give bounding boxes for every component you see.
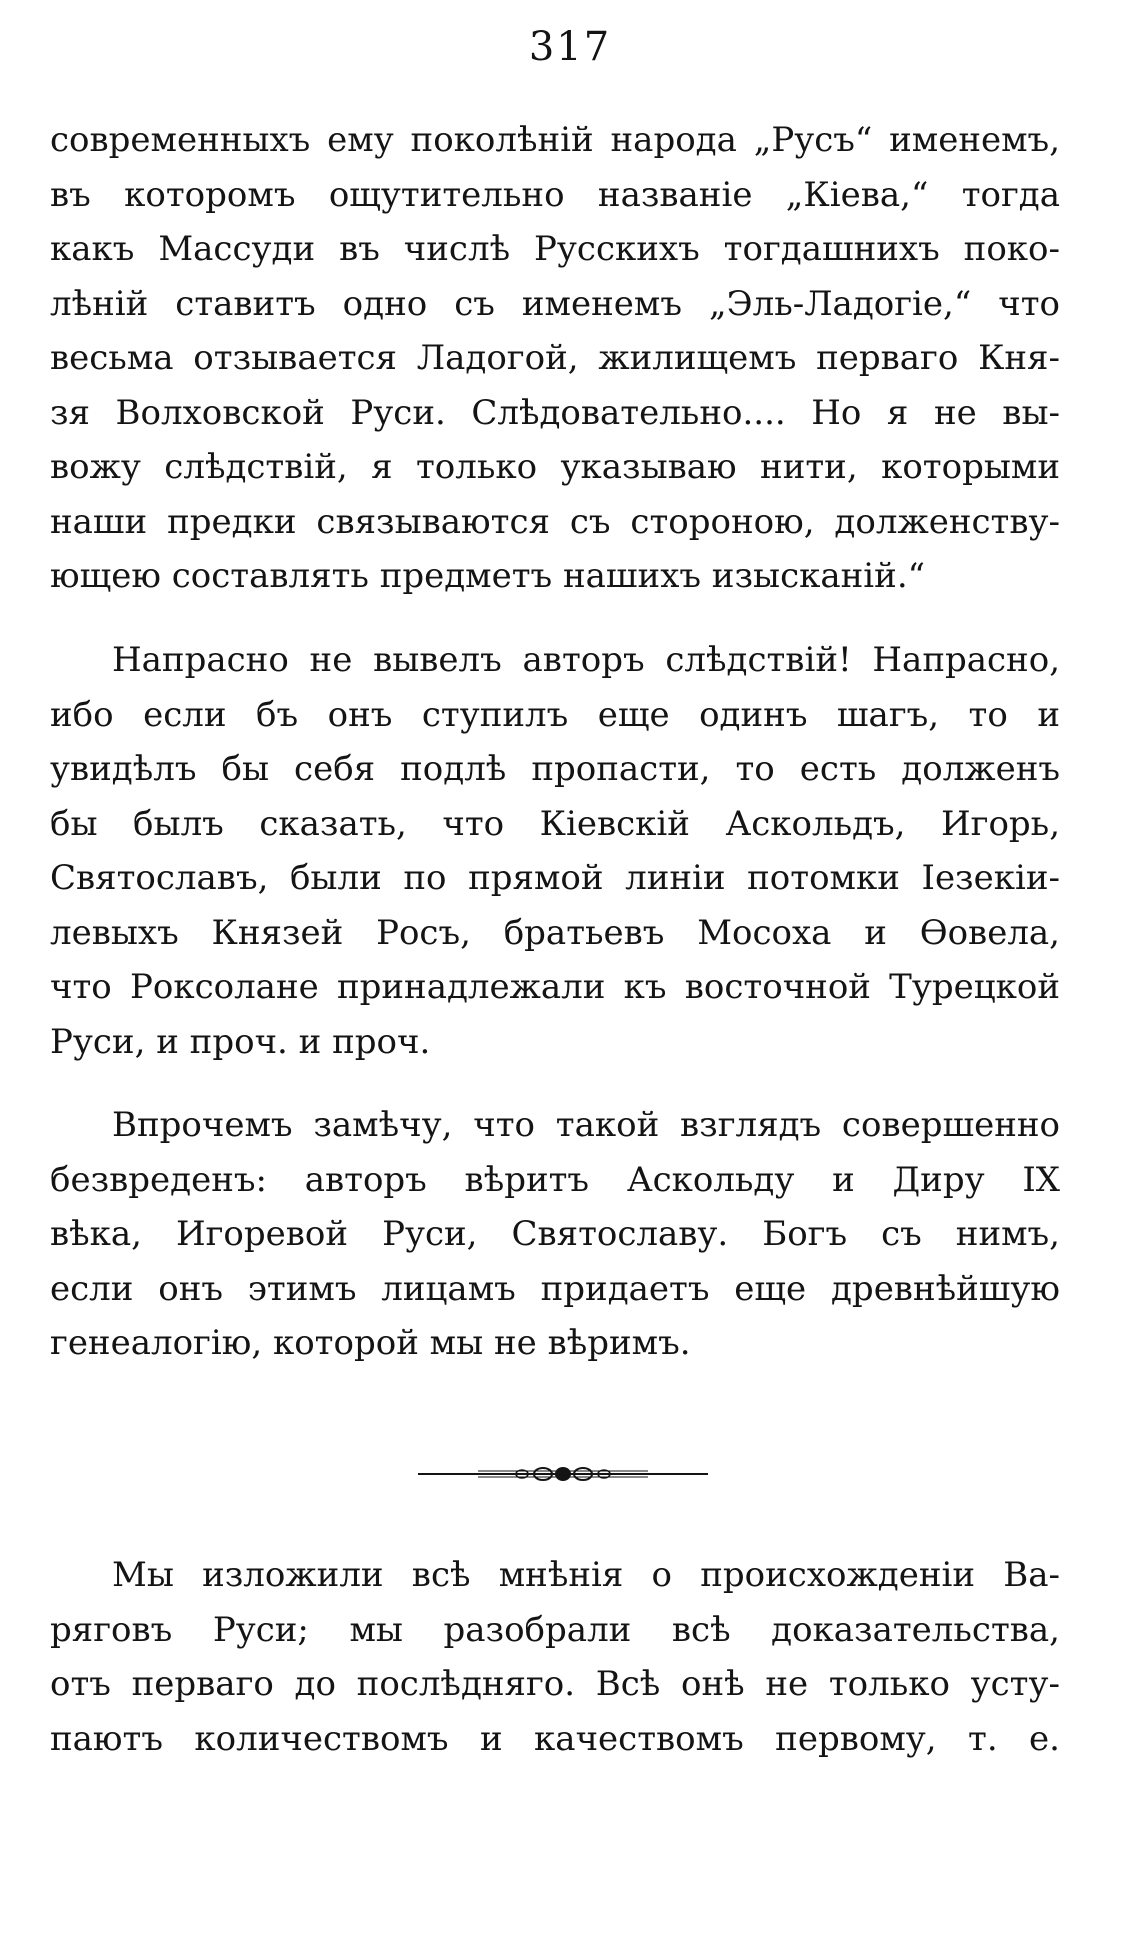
text-line: безвреденъ: авторъ вѣритъ Аскольду и Диру IX xyxy=(50,1159,1060,1200)
text-line: лѣній ставитъ одно съ именемъ „Эль-Ладогіе,“ что xyxy=(50,283,1060,324)
text-line: Святославъ, были по прямой линіи потомки Іезекіи- xyxy=(50,858,1060,898)
text-line: въ которомъ ощутительно названіе „Кіева,“ тогда xyxy=(50,174,1060,215)
decorative-rule-ornament-icon xyxy=(418,1464,708,1484)
text-line: левыхъ Князей Росъ, братьевъ Мосоха и Ѳовела, xyxy=(50,912,1060,953)
text-line: увидѣлъ бы себя подлѣ пропасти, то есть долженъ xyxy=(50,749,1060,789)
text-line: Мы изложили всѣ мнѣнія о происхожденіи Ва- xyxy=(112,1555,1060,1595)
text-line: Впрочемъ замѣчу, что такой взглядъ совершенно xyxy=(112,1105,1060,1145)
text-line: бы былъ сказать, что Кіевскій Аскольдъ, Игорь, xyxy=(50,803,1060,844)
paragraph-2 xyxy=(50,633,1060,1069)
text-line: наши предки связываются съ стороною, долженству- xyxy=(50,501,1060,542)
text-line: весьма отзывается Ладогой, жилищемъ перваго Кня- xyxy=(50,338,1060,378)
text-line: современныхъ ему поколѣній народа „Русъ“ именемъ, xyxy=(50,120,1060,160)
text-line: какъ Массуди въ числѣ Русскихъ тогдашнихъ поко- xyxy=(50,229,1060,269)
page-number: 317 xyxy=(528,24,612,70)
text-line: ряговъ Руси; мы разобрали всѣ доказательства, xyxy=(50,1609,1060,1650)
text-line: если онъ этимъ лицамъ придаетъ еще древнѣйшую xyxy=(50,1268,1060,1309)
text-line: вѣка, Игоревой Руси, Святославу. Богъ съ нимъ, xyxy=(50,1214,1060,1254)
text-line: Напрасно не вывелъ авторъ слѣдствій! Напрасно, xyxy=(112,640,1060,680)
text-line: ибо если бъ онъ ступилъ еще одинъ шагъ, то и xyxy=(50,694,1060,735)
paragraph-3 xyxy=(50,1098,1060,1371)
paragraph-1 xyxy=(50,113,1060,604)
paragraph-4 xyxy=(50,1548,1060,1766)
text-line: ющею составлять предметъ нашихъ изысканій.“ xyxy=(50,556,926,596)
text-line: вожу слѣдствій, я только указываю нити, которыми xyxy=(50,447,1060,487)
text-line: Руси, и проч. и проч. xyxy=(50,1021,431,1062)
text-line: что Роксолане принадлежали къ восточной Турецкой xyxy=(50,967,1060,1007)
text-line: генеалогію, которой мы не вѣримъ. xyxy=(50,1323,691,1363)
text-line: отъ перваго до послѣдняго. Всѣ онѣ не только усту- xyxy=(50,1664,1060,1704)
text-line: зя Волховской Руси. Слѣдовательно.... Но я не вы- xyxy=(50,392,1060,433)
text-line: паютъ количествомъ и качествомъ первому, т. е. xyxy=(50,1718,1060,1759)
